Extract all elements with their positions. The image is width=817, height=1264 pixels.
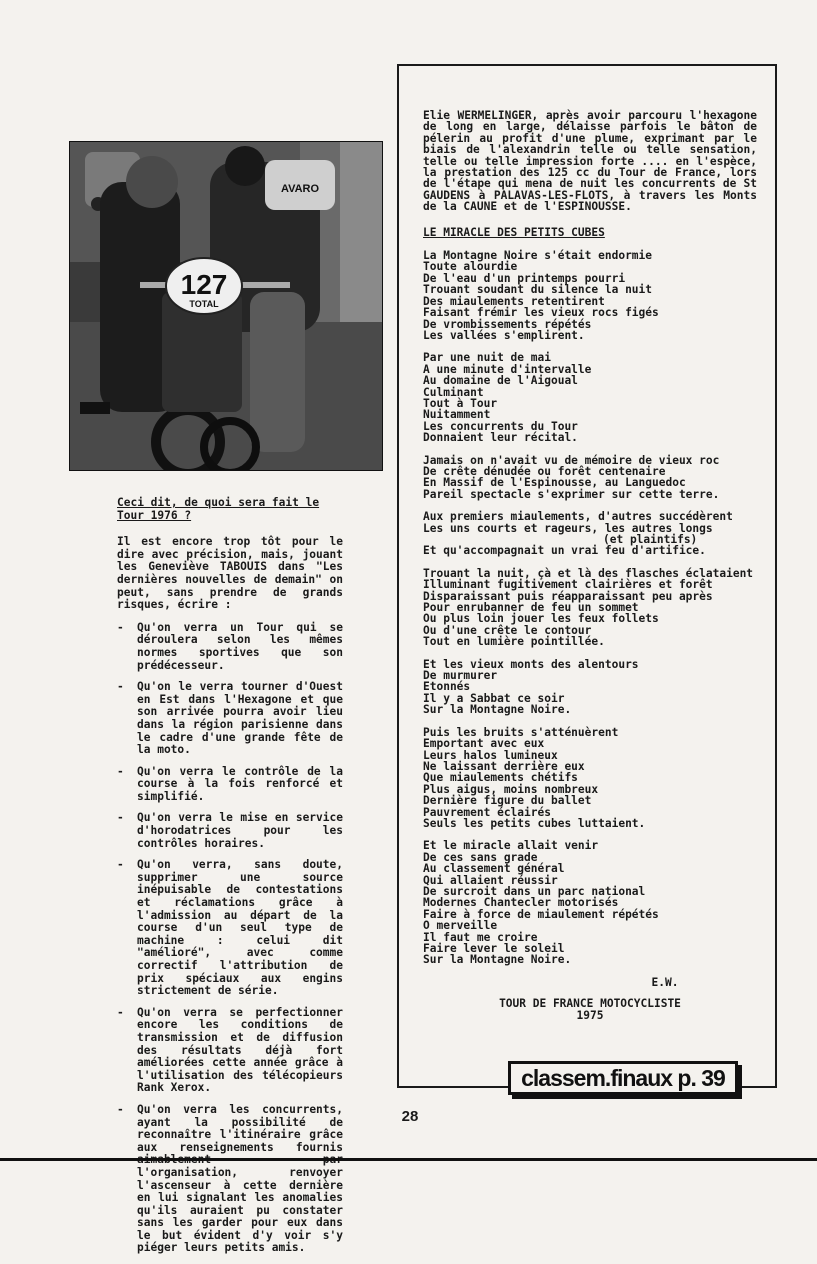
poem-line: Par une nuit de mai <box>423 351 551 365</box>
motorcycle-photo <box>69 141 383 471</box>
poem-line: Jamais on n'avait vu de mémoire de vieux roc <box>423 453 720 467</box>
poem-line: En Massif de l'Espinousse, au Languedoc <box>423 476 686 490</box>
poem-line: Faisant frémir les vieux rocs figés <box>423 306 659 320</box>
poem-line: Ou plus loin jouer les feux follets <box>423 612 659 626</box>
poem-line: Pareil spectacle s'exprimer sur cette terre. <box>423 487 720 501</box>
credit-year: 1975 <box>576 1008 604 1022</box>
poem-line: Leurs halos lumineux <box>423 748 558 762</box>
poem-stanza <box>423 840 757 965</box>
poem-box <box>397 64 777 1088</box>
poem-line: Au domaine de l'Aigoual <box>423 374 578 388</box>
poem-line: Que miaulements chétifs <box>423 771 578 785</box>
poem-line: Nuitamment <box>423 408 491 422</box>
plate-sponsor: TOTAL <box>189 299 219 309</box>
poem-intro: Elie WERMELINGER, après avoir parcouru l'hexagone de long en large, délaisse parfois le bâton de pélerin au profit d'une plume, exprimant par le biais de l'alexandrin telle ou telle sensation, telle ou telle impression forte .... en l'espèce, la prestation des 125 cc du Tour de France, lors de l'étape qui mena de nuit les concurrents de St GAUDENS à PALAVAS-LES-FLOTS, à travers les Monts de la CAUNE et de l'ESPINOUSSE. <box>423 109 757 214</box>
race-number: 127 <box>180 269 228 300</box>
poem-line: Sur la Montagne Noire. <box>423 953 572 967</box>
poem-line: Emportant avec eux <box>423 737 545 751</box>
poem-line: Dernière figure du ballet <box>423 794 592 808</box>
poem-line: Qui allaient réussir <box>423 873 558 887</box>
poem-line: Trouant la nuit, çà et là des flasches éclataient <box>423 566 754 580</box>
list-item: - Qu'on verra le contrôle de la course à la fois renforcé et simplifié. <box>117 764 343 803</box>
poem-stanza <box>423 455 757 501</box>
poem-line: Les vallées s'emplirent. <box>423 328 585 342</box>
poem-line: Aux premiers miaulements, d'autres succédèrent <box>423 510 733 524</box>
poem-line: Les uns courts et rageurs, les autres longs <box>423 521 713 535</box>
poem-line: Il y a Sabbat ce soir <box>423 691 565 705</box>
poem-line: Disparaissant puis réapparaissant peu après <box>423 589 713 603</box>
list-item: - Qu'on verra un Tour qui se déroulera selon les mêmes normes sportives que son prédécesseur. <box>117 620 343 672</box>
poem-line: Pauvrement éclairés <box>423 805 551 819</box>
poem-stanza <box>423 568 757 648</box>
poem-stanza <box>423 250 757 341</box>
poem-line: Pour enrubanner de feu un sommet <box>423 601 639 615</box>
poem-line: Seuls les petits cubes luttaient. <box>423 816 646 830</box>
left-article <box>113 497 343 1264</box>
poem-line: Culminant <box>423 385 484 399</box>
poem-line: De crête dénudée ou forêt centenaire <box>423 464 666 478</box>
poem-stanzas <box>423 250 757 966</box>
page-number: 28 <box>401 1108 419 1125</box>
badge-label: classem.finaux p. 39 <box>521 1064 725 1091</box>
article-title: Ceci dit, de quoi sera fait le Tour 1976 ? <box>117 496 320 522</box>
poem-line: Et les vieux monts des alentours <box>423 657 639 671</box>
poem-line: Toute alourdie <box>423 260 518 274</box>
poem-stanza <box>423 727 757 830</box>
poem-line: A une minute d'intervalle <box>423 362 592 376</box>
poem-line: Trouant soudant du silence la nuit <box>423 283 653 297</box>
poem-line: Plus aigus, moins nombreux <box>423 782 599 796</box>
poem-line: Tout à Tour <box>423 396 498 410</box>
list-item: - Qu'on le verra tourner d'Ouest en Est dans l'Hexagone et que son arrivée pourra avoir lieu dans la région parisienne dans le cadre d'une grande fête de la moto. <box>117 680 343 757</box>
poem-line: Ne laissant derrière eux <box>423 759 585 773</box>
poem-line: Modernes Chantecler motorisés <box>423 896 619 910</box>
article-intro: Il est encore trop tôt pour le dire avec précision, mais, jouant les Geneviève TABOUIS dans "Les dernières nouvelles de demain" on peut, sans prendre de grands risques, écrire : <box>117 535 343 612</box>
jacket-lettering: AVARO <box>280 183 320 195</box>
poem-line: Au classement général <box>423 862 565 876</box>
poem-line: Donnaient leur récital. <box>423 431 578 445</box>
poem-line: De ces sans grade <box>423 850 538 864</box>
poem-stanza <box>423 511 757 557</box>
poem-line: Sur la Montagne Noire. <box>423 703 572 717</box>
list-item: - Qu'on verra le mise en service d'horodatrices pour les contrôles horaires. <box>117 811 343 850</box>
poem-stanza <box>423 659 757 716</box>
poem-signature <box>423 977 757 1021</box>
poem-line: De l'eau d'un printemps pourri <box>423 271 626 285</box>
list-item: - Qu'on verra les concurrents, ayant la possibilité de reconnaître l'itinéraire grâce aux renseignements fournis l'organisation, renvoyer l'ascenseur à cette dernière en lui signalant les anomalies qu'ils auraient pu constater sans les garder pour eux dans le but évident d'y voir s'y piéger leurs petits amis. <box>117 1102 343 1255</box>
poem-line: Tout en lumière pointillée. <box>423 635 605 649</box>
final-standings-badge <box>508 1061 738 1095</box>
poem-line: Il faut me croire <box>423 930 538 944</box>
poem-line: Faire à force de miaulement répétés <box>423 907 659 921</box>
poem-line: O merveille <box>423 919 498 933</box>
list-item: - Qu'on verra, sans doute, supprimer une source inépuisable de contestations et réclamations grâce à l'admission au départ de la course d'un seul type de machine : celui dit "amélioré", avec comme correctif l'attribution de prix spéciaux aux engins strictement de série. <box>117 858 343 998</box>
poem-line: (et plaintifs) <box>603 533 698 546</box>
poem-line: Ou d'une crête le contour <box>423 623 592 637</box>
poem-line: Puis les bruits s'atténuèrent <box>423 725 619 739</box>
poem-line: Etonnés <box>423 680 471 694</box>
poem-line: De surcroit dans un parc national <box>423 884 646 898</box>
poem-line: La Montagne Noire s'était endormie <box>423 249 653 263</box>
poem-stanza <box>423 352 757 443</box>
poem-line: Et qu'accompagnait un vrai feu d'artifice. <box>423 544 706 558</box>
poem-line: De vrombissements répétés <box>423 317 592 331</box>
author-initials: E.W. <box>651 975 679 989</box>
bottom-divider <box>0 1158 817 1161</box>
poem-line: Les concurrents du Tour <box>423 419 578 433</box>
poem-line: Faire lever le soleil <box>423 942 565 955</box>
poem-line: Et le miracle allait venir <box>423 839 599 853</box>
poem-line: De murmurer <box>423 669 498 683</box>
poem-box-content <box>423 110 757 1021</box>
poem-line: Illuminant fugitivement clairières et forêt <box>423 578 713 592</box>
credit-line: TOUR DE FRANCE MOTOCYCLISTE <box>499 997 681 1011</box>
poem-title: LE MIRACLE DES PETITS CUBES <box>423 225 605 239</box>
list-item: - Qu'on verra se perfectionner encore les conditions de transmission et de diffusion des résultats déjà fort améliorées cette année grâce à l'utilisation des télécopieurs Rank Xerox. <box>117 1005 343 1095</box>
poem-line: Des miaulements retentirent <box>423 294 605 308</box>
